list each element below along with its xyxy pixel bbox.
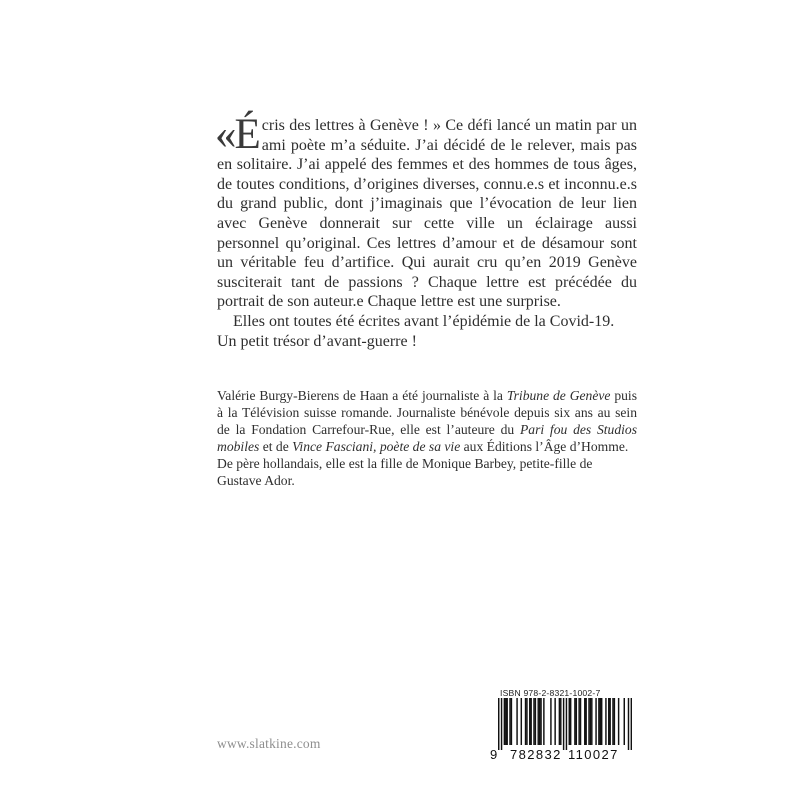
barcode-bar bbox=[516, 698, 517, 745]
isbn-label: ISBN 978-2-8321-1002-7 bbox=[500, 688, 601, 698]
blurb-paragraph-1 bbox=[215, 111, 637, 312]
barcode-bar bbox=[504, 698, 505, 745]
barcode-bar bbox=[525, 698, 526, 745]
barcode-bar bbox=[588, 698, 589, 745]
barcode-bar bbox=[574, 698, 575, 745]
barcode-bar bbox=[506, 698, 507, 745]
barcode-bar bbox=[598, 698, 599, 745]
barcode-bar bbox=[618, 698, 619, 745]
barcode-bar bbox=[533, 698, 534, 745]
barcode-bar bbox=[535, 698, 536, 745]
barcode-bar bbox=[628, 698, 629, 750]
bio-text-3: et de bbox=[259, 439, 293, 455]
barcode-bar bbox=[608, 698, 609, 745]
barcode-bar bbox=[554, 698, 555, 745]
barcode-bar bbox=[580, 698, 581, 745]
bio-italic-3: Vince Fasciani, poète de sa vie bbox=[292, 439, 461, 455]
blurb-text bbox=[215, 111, 637, 351]
blurb-paragraph-1-text: cris des lettres à Genève ! » Ce défi lancé un matin par un ami poète m’a séduite. J’ai décidé de le relever, mais pas en solitaire. J’ai appelé des femmes et des hommes de tous âges, de toutes conditions, d’origines diverses, connu.e.s et inconnu.e.s du grand public, dont j’imaginais que l’évocation de leur lien avec Genève donnerait sur cette ville un éclairage aussi personnel qu’original. Ces lettres d’amour et de désamour sont un véritable feu d’artifice. Qui aurait cru qu’en 2019 Genève susciterait tant de passions ? Chaque lettre est précédée du portrait de son auteur.e Chaque lettre est une surprise. bbox=[217, 117, 637, 311]
bio-text-1: Valérie Burgy-Bierens de Haan a été journaliste à la bbox=[217, 388, 507, 403]
bio-italic-2: Pari fou des Studios mobiles bbox=[217, 422, 637, 455]
barcode-bar bbox=[521, 698, 522, 745]
barcode-bar bbox=[540, 698, 541, 745]
barcode-bar bbox=[585, 698, 586, 745]
barcode-bar bbox=[559, 698, 560, 745]
bio-italic-1: Tribune de Genève bbox=[506, 388, 611, 403]
barcode-digits-group-2: 110027 bbox=[568, 747, 619, 762]
barcode-bar bbox=[501, 698, 502, 750]
barcode-bar bbox=[600, 698, 601, 745]
barcode-bar bbox=[530, 698, 531, 745]
barcode-bar bbox=[529, 698, 530, 745]
barcode-digits-group-1: 782832 bbox=[510, 747, 562, 762]
barcode-bar bbox=[563, 698, 564, 750]
barcode-bar bbox=[539, 698, 540, 745]
barcode-bar bbox=[537, 698, 538, 745]
barcode-bar bbox=[591, 698, 592, 745]
barcode-bar bbox=[601, 698, 602, 745]
author-bio-paragraph-1 bbox=[217, 387, 637, 455]
barcode-bar bbox=[590, 698, 591, 745]
barcode-digit-lead: 9 bbox=[490, 747, 498, 762]
barcode-bar bbox=[560, 698, 561, 745]
publisher-website: www.slatkine.com bbox=[217, 736, 321, 751]
barcode-bar bbox=[614, 698, 615, 745]
barcode-bar bbox=[543, 698, 544, 745]
barcode-bar bbox=[505, 698, 506, 745]
barcode-bar bbox=[624, 698, 625, 745]
barcode-bar bbox=[526, 698, 527, 745]
blurb-paragraph-2: Elles ont toutes été écrites avant l’épidémie de la Covid-19. Un petit trésor d’avant-guerre ! bbox=[217, 312, 615, 350]
barcode-bars bbox=[498, 698, 632, 750]
barcode-bar bbox=[509, 698, 510, 745]
barcode-bar bbox=[612, 698, 613, 745]
drop-cap: «É bbox=[215, 111, 259, 158]
barcode-bar bbox=[511, 698, 512, 745]
barcode-bar bbox=[631, 698, 632, 750]
barcode-bar bbox=[578, 698, 579, 745]
bio-text-4: aux Éditions l’Âge d’Homme. bbox=[460, 439, 629, 455]
author-bio bbox=[217, 387, 637, 490]
barcode-bar bbox=[605, 698, 606, 745]
barcode-bar bbox=[595, 698, 596, 745]
barcode-bar bbox=[566, 698, 567, 750]
bio-text-2: puis à la Télévision suisse romande. Journaliste bénévole depuis six ans au sein de la Fondation Carrefour-Rue, elle est l’auteure du bbox=[217, 388, 637, 438]
isbn-barcode bbox=[480, 688, 634, 764]
barcode-bar bbox=[584, 698, 585, 745]
barcode-bar bbox=[498, 698, 499, 750]
barcode-bar bbox=[570, 698, 571, 745]
author-bio-paragraph-2: De père hollandais, elle est la fille de Monique Barbey, petite-fille de Gustave Ador. bbox=[217, 456, 593, 489]
barcode-bar bbox=[609, 698, 610, 745]
barcode-bar bbox=[550, 698, 551, 745]
barcode-bar bbox=[576, 698, 577, 745]
barcode-bar bbox=[569, 698, 570, 745]
